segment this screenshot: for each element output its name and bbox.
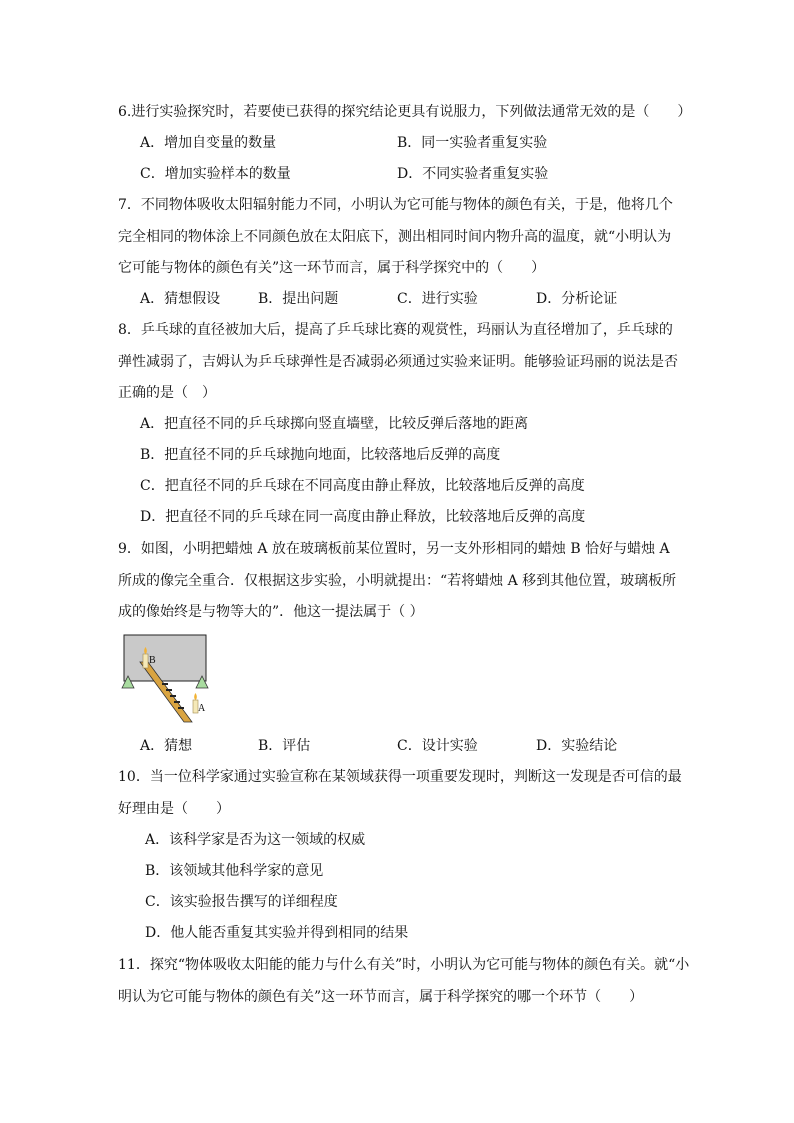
q9-stem-line-3: 成的像始终是与物等大的”．他这一提法属于（ ） <box>118 604 424 620</box>
q6-stem-line-1: 6.进行实验探究时，若要使已获得的探究结论更具有说服力，下列做法通常无效的是（ ） <box>118 104 692 120</box>
q7-stem-line-1: 7．不同物体吸收太阳辐射能力不同，小明认为它可能与物体的颜色有关，于是，他将几个 <box>118 197 673 213</box>
q10-option-b: B．该领域其他科学家的意见 <box>145 863 324 879</box>
q7-option-b: B．提出问题 <box>258 291 339 307</box>
q10-stem-line-1: 10．当一位科学家通过实验宣称在某领域获得一项重要发现时，判断这一发现是否可信的最 <box>118 769 682 785</box>
q7-stem-line-3: 它可能与物体的颜色有关”这一环节而言，属于科学探究中的（ ） <box>118 260 546 276</box>
q11-stem-line-1: 11．探究“物体吸收太阳能的能力与什么有关”时，小明认为它可能与物体的颜色有关。就“小 <box>118 957 690 973</box>
q6-option-c: C．增加实验样本的数量 <box>140 166 291 182</box>
q6-option-b: B．同一实验者重复实验 <box>397 135 548 151</box>
q7-option-d: D．分析论证 <box>536 291 618 307</box>
q10-stem-line-2: 好理由是（ ） <box>118 801 230 817</box>
q8-option-c: C．把直径不同的乒乓球在不同高度由静止释放，比较落地后反弹的高度 <box>140 478 585 494</box>
q10-option-d: D．他人能否重复其实验并得到相同的结果 <box>145 925 409 941</box>
q9-option-b: B．评估 <box>258 738 311 754</box>
q7-option-c: C．进行实验 <box>397 291 478 307</box>
q7-option-a: A．猜想假设 <box>140 291 221 307</box>
q8-stem-line-1: 8．乒乓球的直径被加大后，提高了乒乓球比赛的观赏性，玛丽认为直径增加了，乒乓球的 <box>118 322 673 338</box>
q6-option-a: A．增加自变量的数量 <box>140 135 277 151</box>
q11-stem-line-2: 明认为它可能与物体的颜色有关”这一环节而言，属于科学探究的哪一个环节（ ） <box>118 989 644 1005</box>
q8-option-a: A．把直径不同的乒乓球掷向竖直墙壁，比较反弹后落地的距离 <box>140 416 529 432</box>
q9-stem-line-1: 9．如图，小明把蜡烛 A 放在玻璃板前某位置时，另一支外形相同的蜡烛 B 恰好与蜡烛 A <box>118 541 670 557</box>
q8-stem-line-2: 弹性减弱了，吉姆认为乒乓球弹性是否减弱必须通过实验来证明。能够验证玛丽的说法是否 <box>118 354 678 370</box>
q10-option-a: A．该科学家是否为这一领域的权威 <box>145 832 366 848</box>
q9-option-c: C．设计实验 <box>397 738 478 754</box>
candle-a-label: A <box>198 703 206 714</box>
q9-option-d: D．实验结论 <box>536 738 618 754</box>
q8-option-b: B．把直径不同的乒乓球抛向地面，比较落地后反弹的高度 <box>140 447 501 463</box>
q6-option-d: D．不同实验者重复实验 <box>397 166 549 182</box>
mirror-candle-diagram <box>118 632 218 724</box>
q9-option-a: A．猜想 <box>140 738 193 754</box>
q7-stem-line-2: 完全相同的物体涂上不同颜色放在太阳底下，测出相同时间内物升高的温度，就“小明认为 <box>118 229 672 245</box>
q10-option-c: C．该实验报告撰写的详细程度 <box>145 894 338 910</box>
q8-option-d: D．把直径不同的乒乓球在同一高度由静止释放，比较落地后反弹的高度 <box>140 509 586 525</box>
mirror-candle-figure <box>118 632 218 724</box>
q9-stem-line-2: 所成的像完全重合．仅根据这步实验，小明就提出：“若将蜡烛 A 移到其他位置，玻璃板所 <box>118 573 677 589</box>
candle-b-label: B <box>149 655 156 666</box>
q8-stem-line-3: 正确的是（ ） <box>118 385 216 401</box>
